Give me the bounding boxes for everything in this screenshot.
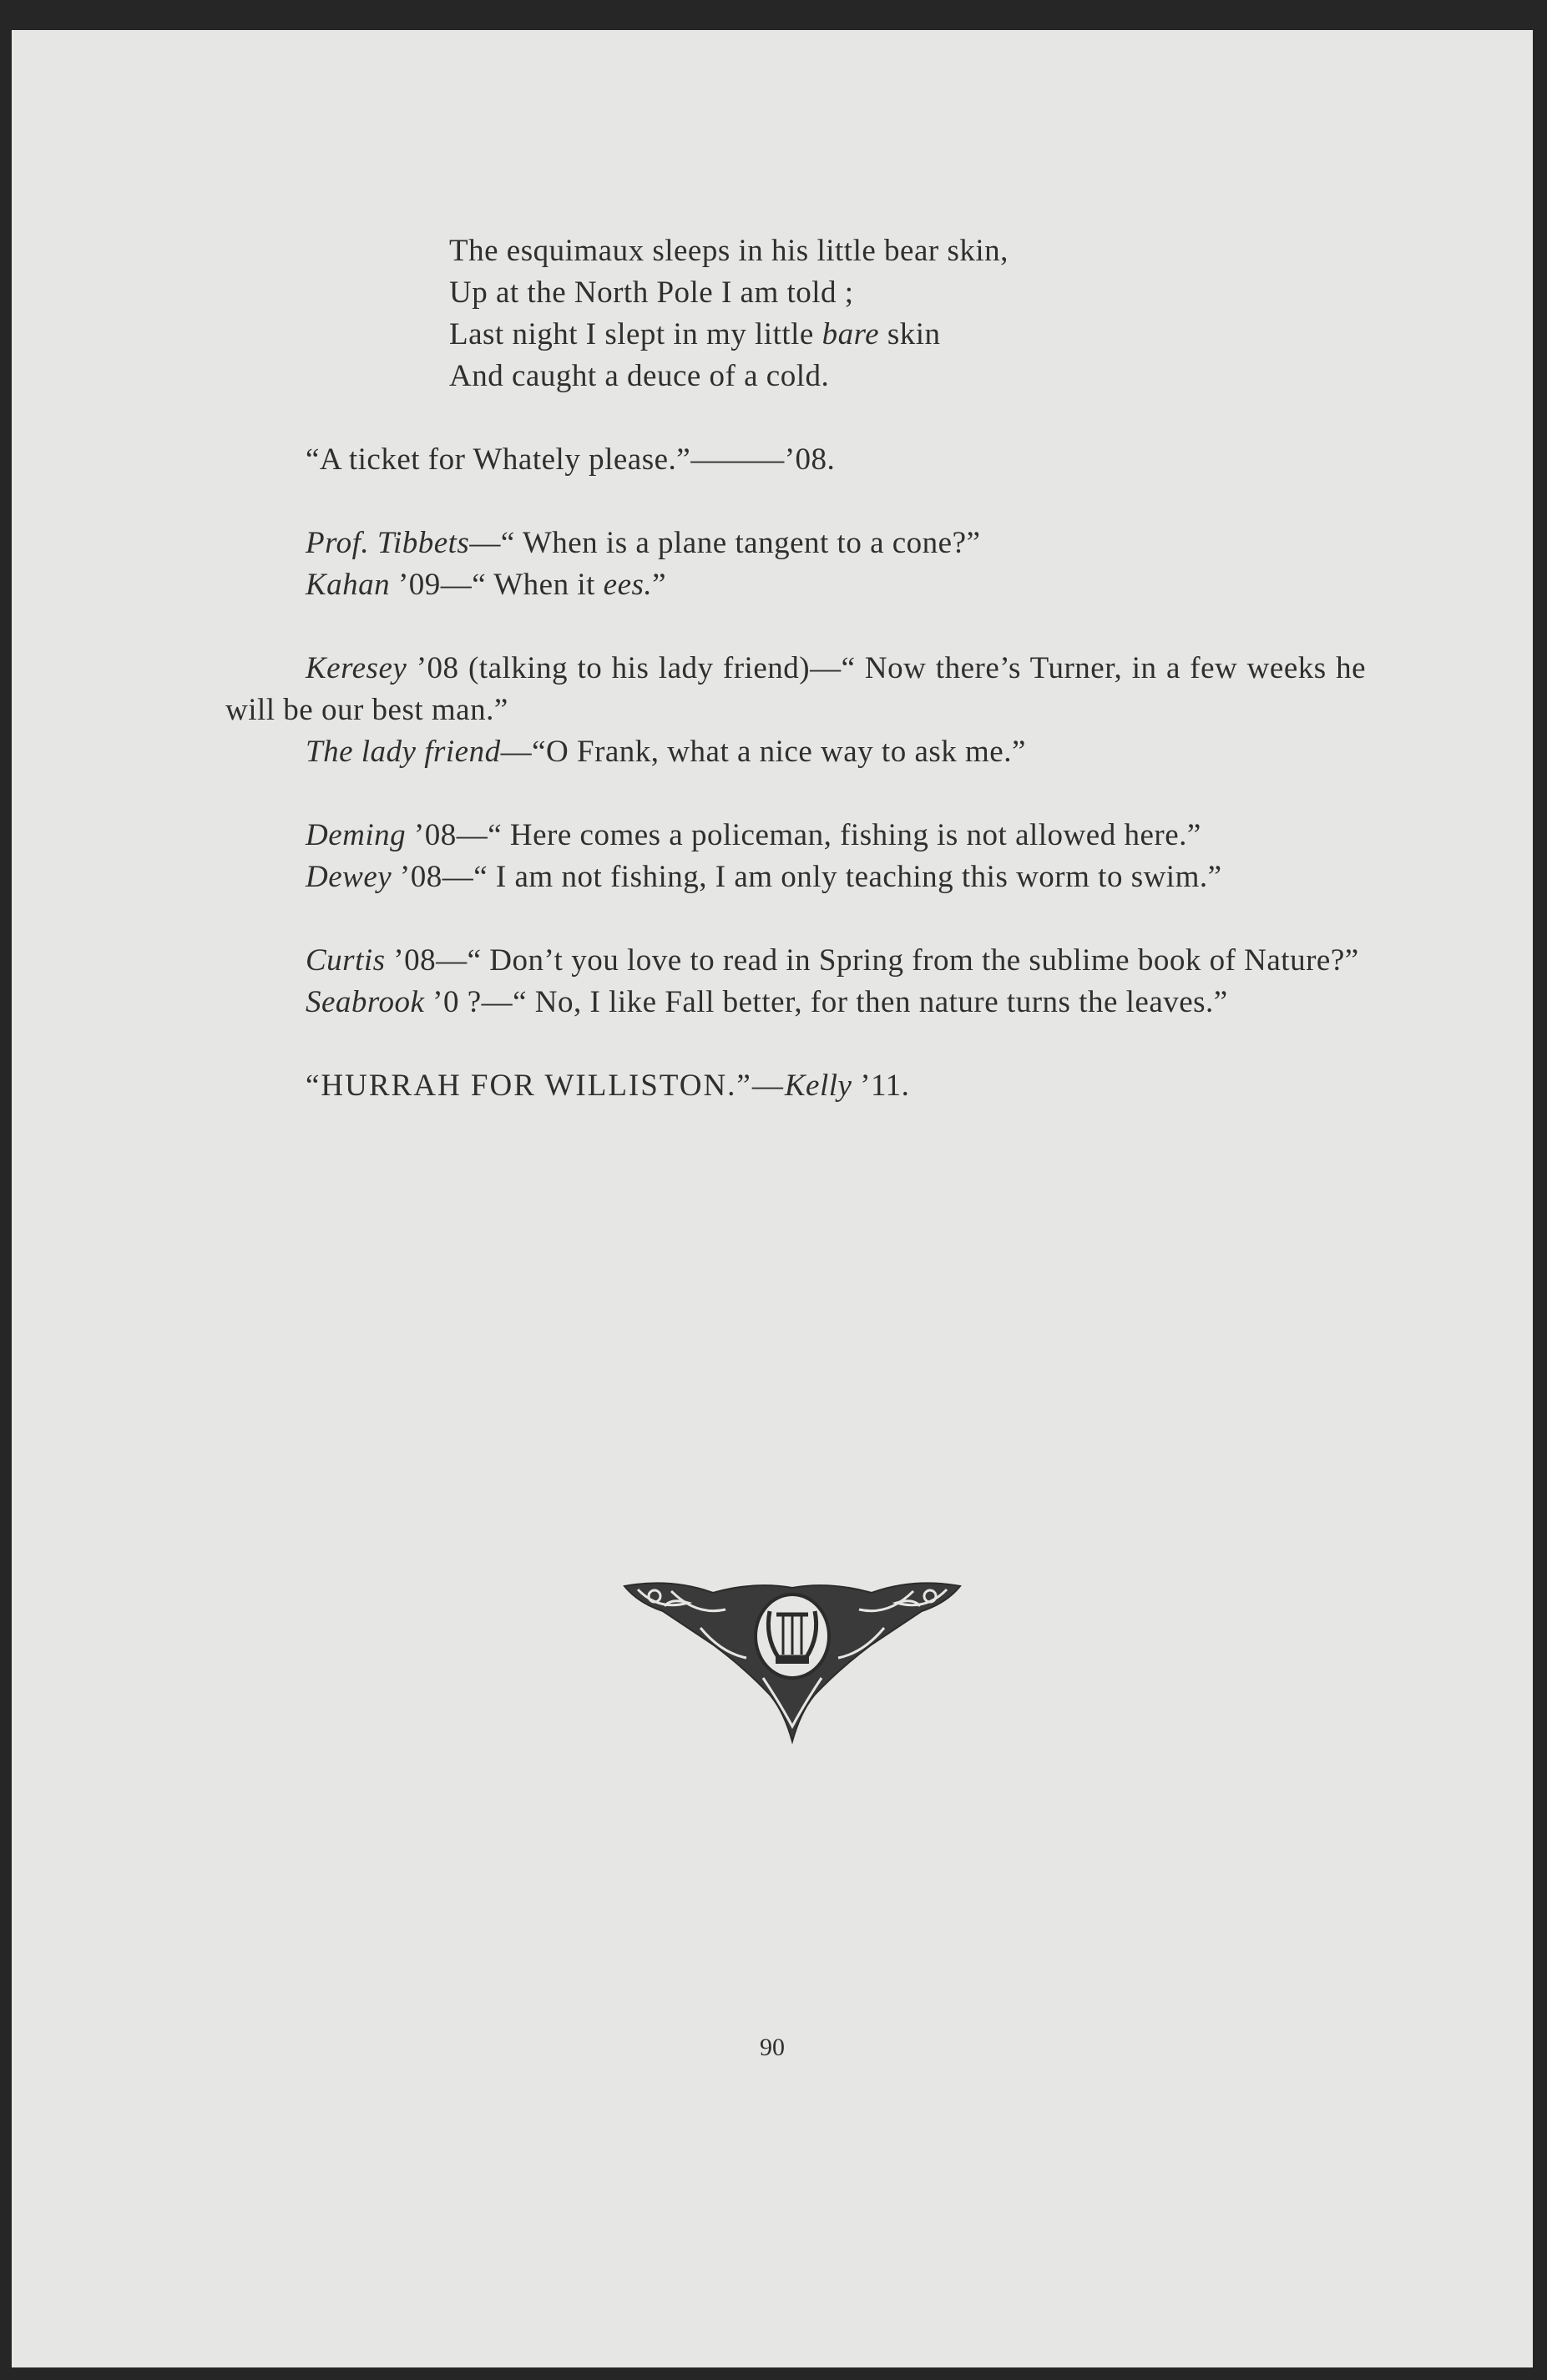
poem xyxy=(449,230,1366,397)
poem-line-3 xyxy=(449,314,1366,356)
quote-text: ’08 (talking to his lady friend)—“ Now there’s Turner, in a few weeks he will be our best man.” xyxy=(225,651,1366,727)
quote-text: —“O Frank, what a nice way to ask me.” xyxy=(500,735,1026,769)
speaker-name: Seabrook xyxy=(306,985,425,1019)
poem-line-2: Up at the North Pole I am told ; xyxy=(449,275,854,310)
speaker-name: Deming xyxy=(306,818,407,852)
kahan-line xyxy=(225,564,1366,606)
lyre-ornament-icon xyxy=(621,1578,963,1745)
deming-line xyxy=(225,815,1366,856)
quote-end: ” xyxy=(652,568,667,602)
quote-text: ’08—“ Here comes a policeman, fishing is not allowed here.” xyxy=(406,818,1201,852)
poem-line-1: The esquimaux sleeps in his little bear skin, xyxy=(449,234,1009,268)
quote-text: ’0 ?—“ No, I like Fall better, for then nature turns the leaves.” xyxy=(424,985,1228,1019)
speaker-name: Prof. Tibbets xyxy=(306,526,470,560)
poem-line-3-text: Last night I slept in my little xyxy=(449,317,822,351)
speaker-name: Kelly xyxy=(784,1069,852,1103)
speaker-name: Kahan xyxy=(306,568,391,602)
quote-text: —“ When is a plane tangent to a cone?” xyxy=(469,526,981,560)
quote-ees: ees. xyxy=(603,568,653,602)
keresey-line xyxy=(225,648,1366,731)
speaker-name: The lady friend xyxy=(306,735,501,769)
poem-word-skin: skin xyxy=(879,317,941,351)
hurrah-year: ’11. xyxy=(852,1069,910,1103)
speaker-name: Dewey xyxy=(306,860,392,894)
quote-text: ’09—“ When it xyxy=(390,568,604,602)
quote-text: ’08—“ I am not fishing, I am only teaching this worm to swim.” xyxy=(392,860,1222,894)
speaker-name: Curtis xyxy=(306,943,386,978)
book-page xyxy=(12,30,1533,2367)
lady-friend-line xyxy=(225,731,1366,773)
hurrah-text: “HURRAH FOR WILLISTON.”— xyxy=(306,1069,785,1103)
ticket-joke: “A ticket for Whately please.”———’08. xyxy=(306,442,836,477)
page-number: 90 xyxy=(760,2034,785,2061)
dewey-line xyxy=(225,856,1366,898)
hurrah-line xyxy=(225,1065,1366,1107)
speaker-name: Keresey xyxy=(306,651,407,685)
poem-line-4: And caught a deuce of a cold. xyxy=(449,359,830,393)
poem-word-bare: bare xyxy=(822,317,880,351)
page-content xyxy=(225,230,1366,1107)
quote-text: ’08—“ Don’t you love to read in Spring from the sublime book of Nature?” xyxy=(385,943,1359,978)
tibbets-line xyxy=(225,523,1366,564)
seabrook-line xyxy=(225,982,1366,1023)
curtis-line xyxy=(225,940,1366,982)
